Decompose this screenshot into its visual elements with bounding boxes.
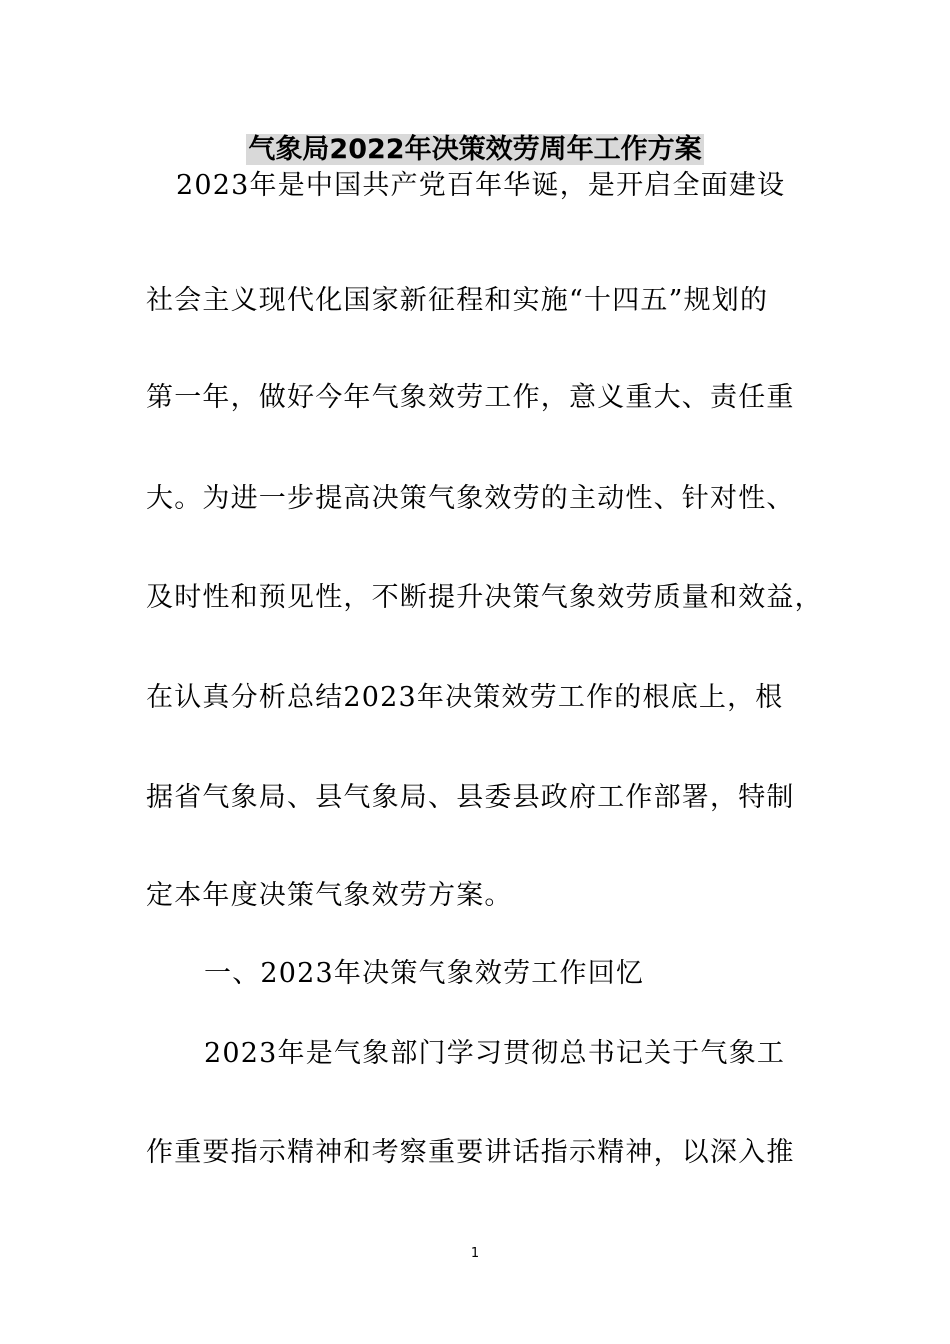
paragraph-line: 及时性和预见性，不断提升决策气象效劳质量和效益， (146, 582, 823, 613)
paragraph-line: 社会主义现代化国家新征程和实施“十四五”规划的 (146, 285, 769, 316)
paragraph-line: 据省气象局、县气象局、县委县政府工作部署，特制 (146, 782, 795, 813)
section-heading: 一、2023年决策气象效劳工作回忆 (204, 958, 645, 989)
document-title-text: 气象局2022年决策效劳周年工作方案 (248, 134, 702, 165)
document-title (0, 130, 950, 170)
page-number: 1 (470, 1246, 480, 1261)
paragraph-line: 定本年度决策气象效劳方案。 (146, 880, 513, 911)
paragraph-line: 在认真分析总结2023年决策效劳工作的根底上，根 (146, 682, 784, 713)
paragraph-line: 大。为进一步提高决策气象效劳的主动性、针对性、 (146, 483, 795, 514)
paragraph-line: 第一年，做好今年气象效劳工作，意义重大、责任重 (146, 382, 795, 413)
paragraph-line: 2023年是气象部门学习贯彻总书记关于气象工 (204, 1038, 786, 1069)
paragraph-line: 2023年是中国共产党百年华诞，是开启全面建设 (176, 170, 786, 201)
paragraph-line: 作重要指示精神和考察重要讲话指示精神，以深入推 (146, 1137, 795, 1168)
